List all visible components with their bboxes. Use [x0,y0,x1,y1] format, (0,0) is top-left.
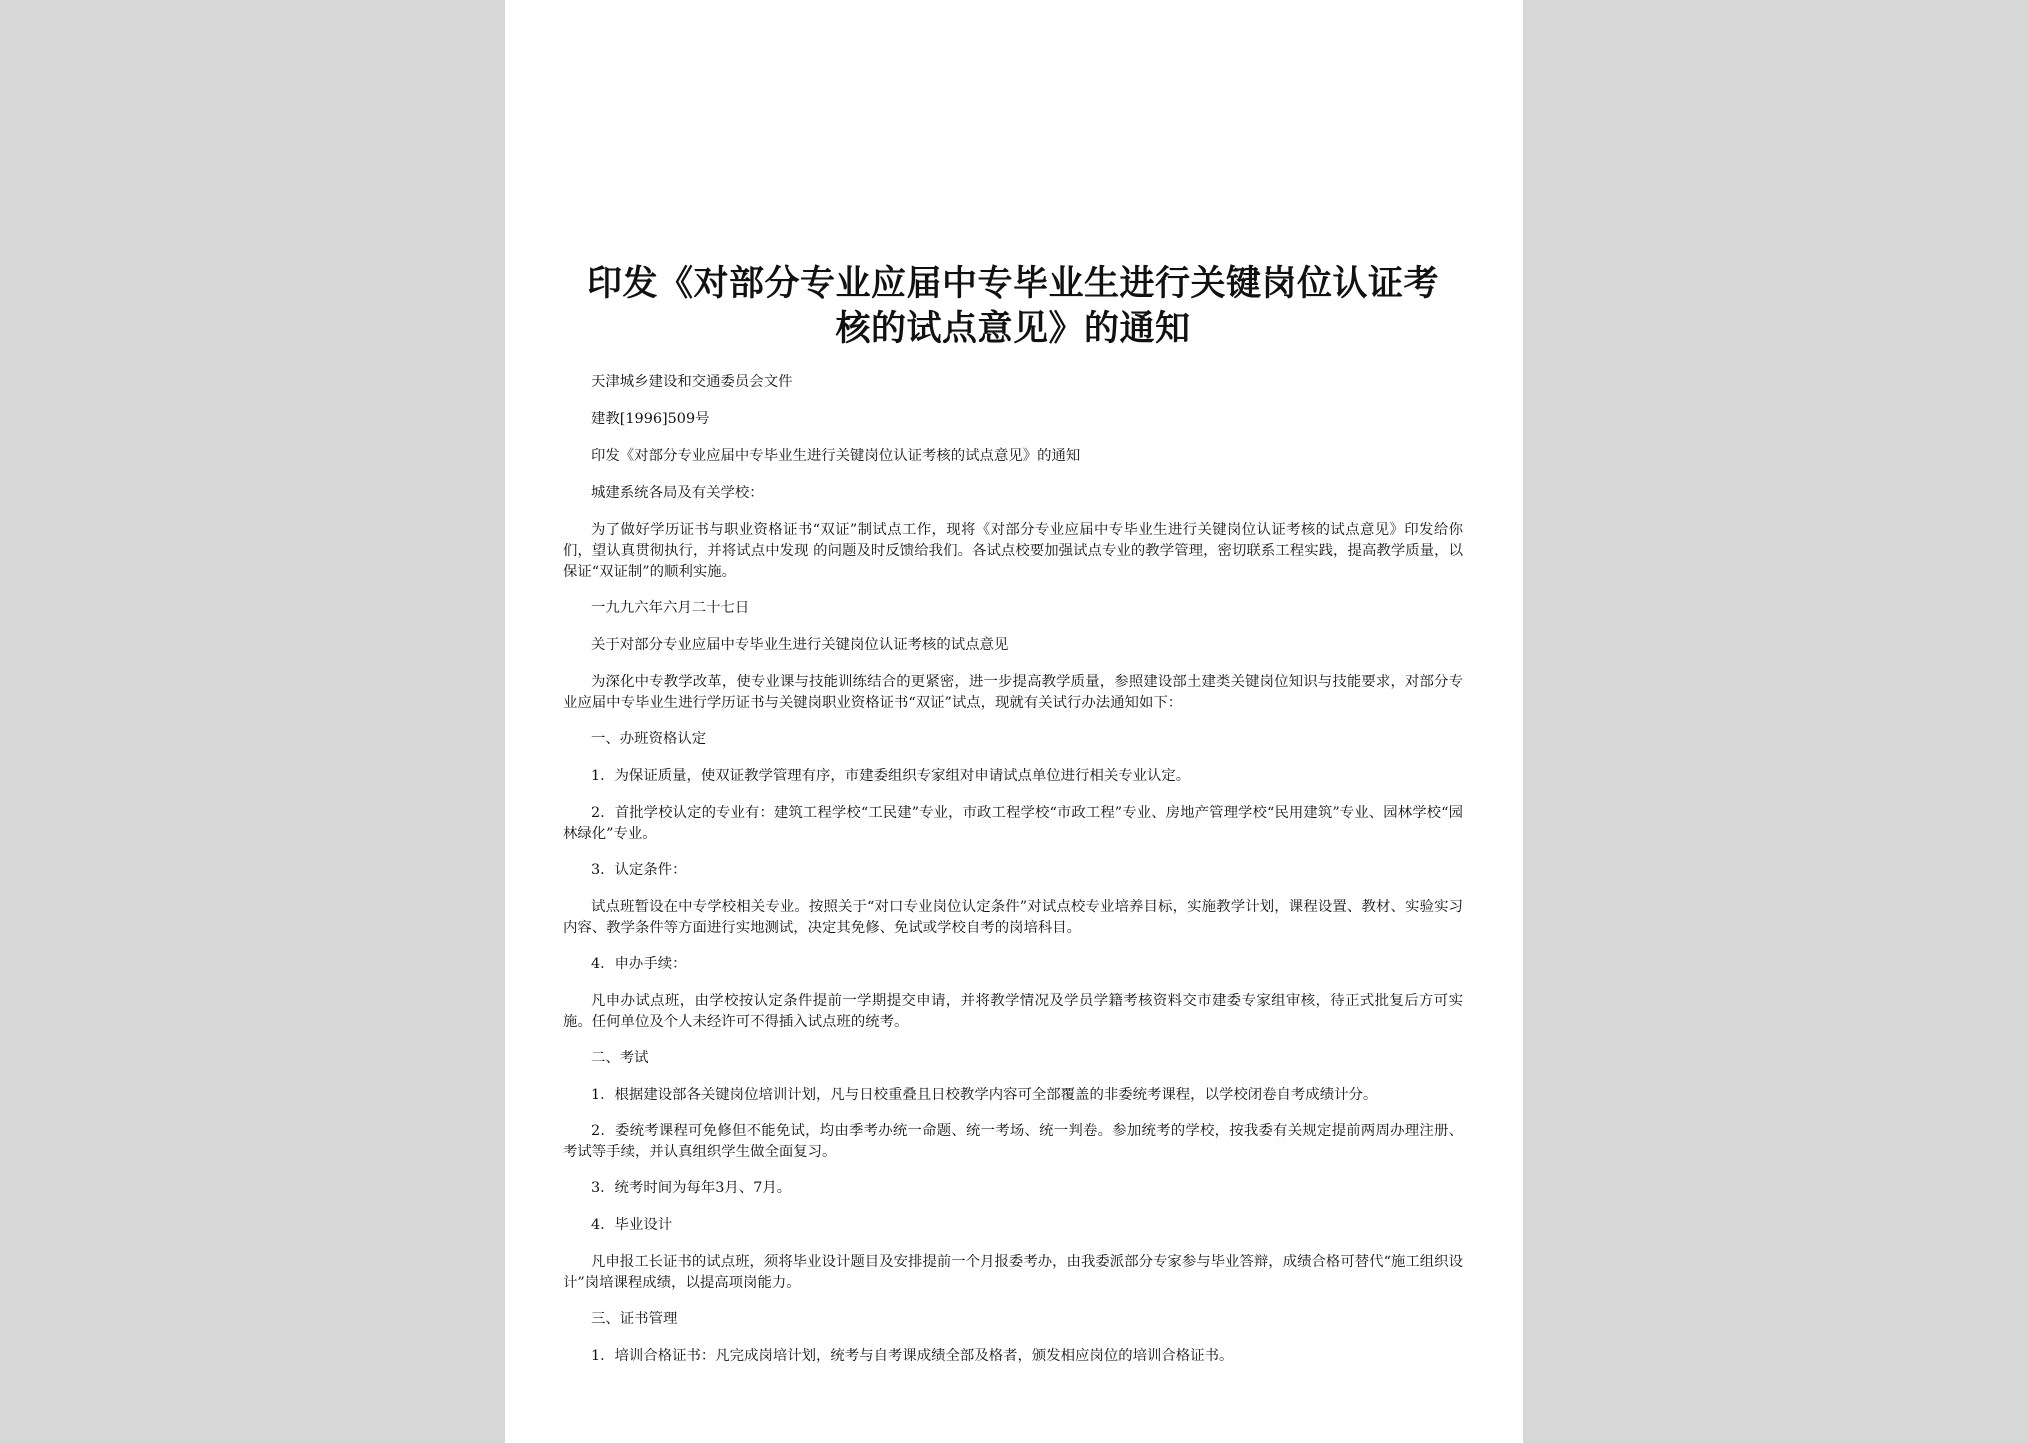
issue-date: 一九九六年六月二十七日 [591,600,750,616]
section-heading: 二、考试 [591,1050,649,1066]
issuer-line: 天津城乡建设和交通委员会文件 [591,374,793,390]
document-number: 建教[1996]509号 [591,411,710,427]
list-item: 3．统考时间为每年3月、7月。 [591,1180,792,1196]
body-paragraph: 凡申报工长证书的试点班，须将毕业设计题目及安排提前一个月报委考办，由我委派部分专家参与毕业答辩，成绩合格可替代“施工组织设计”岗培课程成绩，以提高项岗能力。 [563,1254,1463,1291]
body-paragraph: 为了做好学历证书与职业资格证书“双证”制试点工作，现将《对部分专业应届中专毕业生进行关键岗位认证考核的试点意见》印发给你们，望认真贯彻执行，并将试点中发现 的问题及时反馈给我们。各试点校要加强试点专业的教学管理，密切联系工程实践，提高教学质量，以保证“双证制”的顺利实施。 [563,522,1463,580]
notice-subtitle: 印发《对部分专业应届中专毕业生进行关键岗位认证考核的试点意见》的通知 [591,448,1081,464]
body-paragraph: 试点班暂设在中专学校相关专业。按照关于“对口专业岗位认定条件”对试点校专业培养目标，实施教学计划，课程设置、教材、实验实习内容、教学条件等方面进行实地测试，决定其免修、免试或学校自考的岗培科目。 [563,899,1463,936]
document-body [563,372,1463,1367]
body-paragraph: 凡申办试点班，由学校按认定条件提前一学期提交申请，并将教学情况及学员学籍考核资料交市建委专家组审核，待正式批复后方可实施。任何单位及个人未经许可不得插入试点班的统考。 [563,993,1463,1030]
body-paragraph: 为深化中专教学改革，使专业课与技能训练结合的更紧密，进一步提高教学质量，参照建设部土建类关键岗位知识与技能要求，对部分专业应届中专毕业生进行学历证书与关键岗职业资格证书“双证”试点，现就有关试行办法通知如下： [563,674,1463,711]
list-item: 1．培训合格证书：凡完成岗培计划，统考与自考课成绩全部及格者，颁发相应岗位的培训合格证书。 [591,1348,1234,1364]
document-title-line1: 印发《对部分专业应届中专毕业生进行关键岗位认证考 [586,264,1439,304]
document-title-line2: 核的试点意见》的通知 [835,309,1191,349]
document-title [563,262,1463,352]
list-item: 4．申办手续： [591,956,687,972]
document-page [505,0,1523,1443]
list-item: 3．认定条件： [591,862,687,878]
list-item: 2．委统考课程可免修但不能免试，均由季考办统一命题、统一考场、统一判卷。参加统考的学校，按我委有关规定提前两周办理注册、考试等手续，并认真组织学生做全面复习。 [563,1123,1463,1160]
list-item: 4．毕业设计 [591,1217,673,1233]
list-item: 1．根据建设部各关键岗位培训计划，凡与日校重叠且日校教学内容可全部覆盖的非委统考课程，以学校闭卷自考成绩计分。 [591,1087,1378,1103]
section-heading: 三、证书管理 [591,1311,678,1327]
section-heading: 一、办班资格认定 [591,731,707,747]
opinion-title: 关于对部分专业应届中专毕业生进行关键岗位认证考核的试点意见 [591,637,1009,653]
list-item: 2．首批学校认定的专业有：建筑工程学校“工民建”专业，市政工程学校“市政工程”专业、房地产管理学校“民用建筑”专业、园林学校“园林绿化”专业。 [563,805,1463,842]
list-item: 1．为保证质量，使双证教学管理有序，市建委组织专家组对申请试点单位进行相关专业认定。 [591,768,1191,784]
addressee: 城建系统各局及有关学校： [591,485,764,501]
